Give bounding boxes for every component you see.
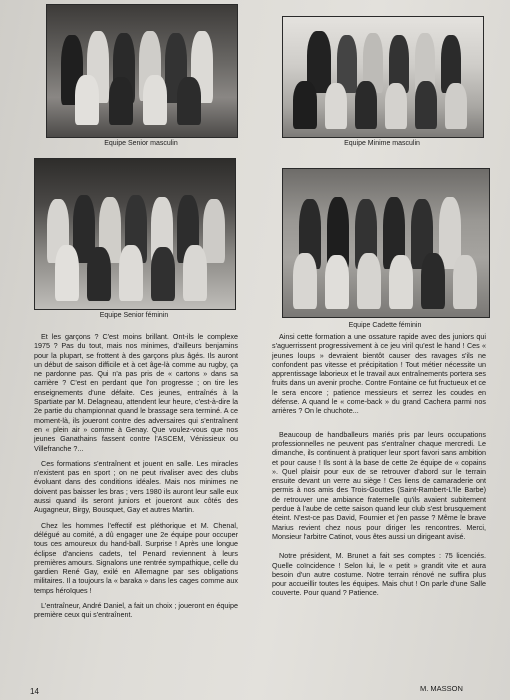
photo-caption: Equipe Cadette féminin bbox=[348, 322, 422, 329]
photo-caption: Equipe Senior masculin bbox=[104, 140, 178, 147]
photo-caption: Equipe Minime masculin bbox=[344, 140, 420, 147]
article-paragraph: Ainsi cette formation a une ossature rapide avec des juniors qui s'aguerrissent progressivement à ce jeu viril qu'est le hand ! Ces « jeunes loups » devraient bientôt causer des ravages s'ils ne confondent pas vitesse et précipitation ! Tout métier nécessite un apprentissage laborieux et le travail aux entraînements portera ses fruits dans un avenir proche. Contre Fontaine ce fut fructueux et ce le sera encore ; patience messieurs et serrez les coudes en défense. A quand le « come-back » du grand Cachera parmi nos arrières ? On le chuchote... bbox=[272, 332, 486, 416]
article-paragraph: L'entraîneur, André Daniel, a fait un choix ; joueront en équipe première ceux qui s'entraînent. bbox=[34, 601, 238, 620]
photo-caption: Equipe Senior féminin bbox=[99, 312, 169, 319]
team-photo-cadette-feminin bbox=[282, 168, 490, 318]
team-photo-minime-masculin bbox=[282, 16, 484, 138]
article-paragraph: Notre président, M. Brunet a fait ses comptes : 75 licenciés. Quelle coïncidence ! Selon lui, le « petit » grandit vite et aura besoin d'un autre costume. Notre terrain rénové ne suffira plus pour accueillir toutes les équipes. Mais chut ! On parle d'une Salle couverte. Pour quand ? Patience. bbox=[272, 551, 486, 598]
article-paragraph: Ces formations s'entraînent et jouent en salle. Les miracles n'existent pas en sport ; on ne peut rivaliser avec des clubs évoluant dans des conditions idéales. Mais nos minimes ne doivent pas baisser les bras ; vers 1980 ils auront leur salle eux aussi quand ils seront juniors et joueront aux côtés des Augagneur, Birgy, Bousquet, Gay et autres Martin. bbox=[34, 458, 238, 515]
article-paragraph: Chez les hommes l'effectif est pléthorique et M. Chenal, délégué au comité, a dû engager une 2e équipe pour occuper tous ces amoureux du hand-ball. Surprise ! Après une longue éclipse d'anciens cadets, tel Penard reviennent à leurs premières amours. Signalons une rentrée sympathique, celle du gardien René Gay, exilé en Allemagne par ses obligations militaires. Il a toujours la « baraka » dans les cages comme aux temps héroïques ! bbox=[34, 520, 238, 595]
team-photo-senior-feminin bbox=[34, 158, 236, 310]
article-paragraph: Beaucoup de handballeurs mariés pris par leurs occupations professionnelles ne peuvent pas s'entraîner chaque mercredi. Le dimanche, ils continuent à pratiquer leur sport favori sans ambition et pour cause ! Ils sont à la base de cette 2e équipe de « copains ». Quel plaisir pour eux de se retrouver d'abord sur le terrain ensuite devant un verre au siège ! Ces liens de camaraderie ont permis à nos amis des Trois-Gouttes (Saint-Rambert-L'Ile Barbe) de retrouver une ambiance fraternelle qu'ils avaient subitement perdue à l'aube de cette saison quand leur club s'est brusquement éteint. N'est-ce pas David, Fournier et j'en passe ? Même le brave Marius revient chez nous pour diriger les rencontres. Merci, Monsieur l'arbitre Catinot, vous êtes aussi un dirigeant avisé. bbox=[272, 429, 486, 541]
team-photo-senior-masculin bbox=[46, 4, 238, 138]
article-paragraph: Et les garçons ? C'est moins brillant. Ont-ils le complexe 1975 ? Pas du tout, mais nos minimes, d'ailleurs benjamins pour la plupart, se frottent à des garçons plus âgés. Ils auront un début de saison difficile et à cet âge-là comme au rugby, ça ne pardonne pas. Qui n'a pas pris de « cartons » dans sa carrière ? C'est en perdant que l'on progresse ; on tire les enseignements d'une défaite. Ces jeunes, entraînés à la Spartiate par M. Delagneau, attendent leur heure, c'est-à-dire la 2e partie du championnat quand le brassage sera terminé. A ce moment-là, ils joueront contre des adversaires qui s'entraînent en « plein air » comme à Genay. Que voulez-vous que nos jeunes Ganathains fassent contre l'ASCEM, Vénissieux ou Villefranche ?... bbox=[34, 332, 238, 453]
author-signature: M. MASSON bbox=[420, 684, 463, 693]
page-number: 14 bbox=[30, 687, 39, 696]
article-left-column bbox=[34, 332, 238, 626]
article-right-column bbox=[272, 332, 486, 604]
